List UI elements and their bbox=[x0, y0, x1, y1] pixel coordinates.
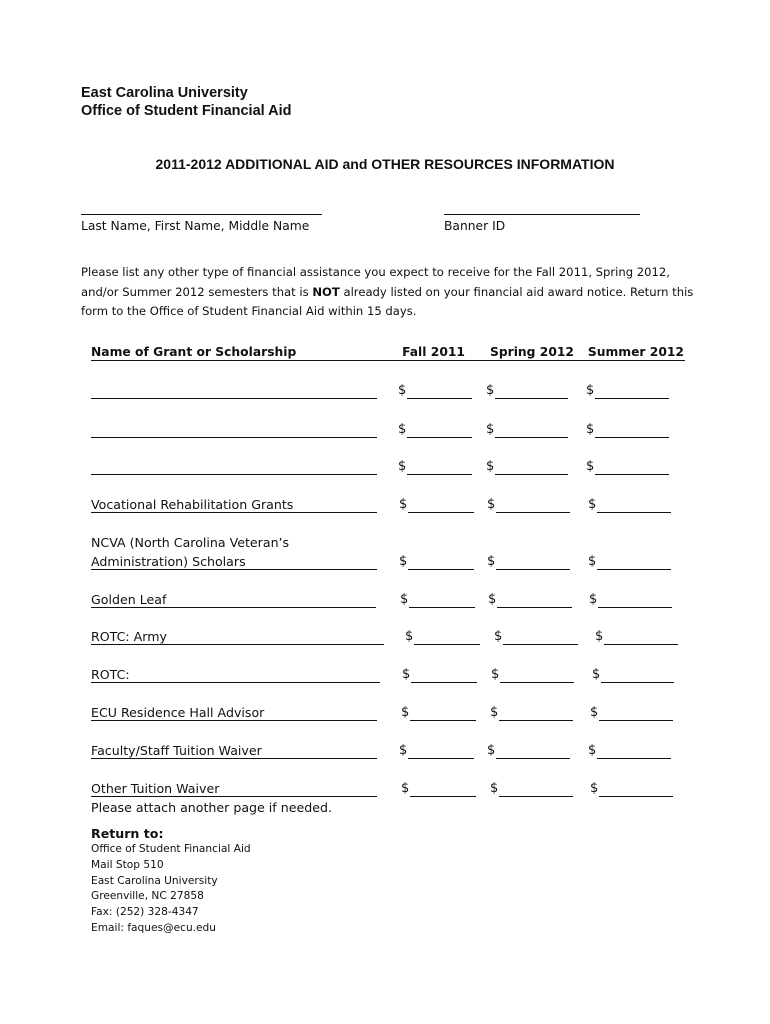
fall-amount-field[interactable] bbox=[410, 720, 476, 721]
spring-amount-field[interactable] bbox=[503, 644, 578, 645]
spring-dollar-sign: $ bbox=[487, 554, 496, 569]
summer-amount-field[interactable] bbox=[598, 607, 672, 608]
grant-name-field[interactable] bbox=[91, 398, 377, 399]
summer-amount-field[interactable] bbox=[604, 644, 678, 645]
university-name: East Carolina University bbox=[81, 85, 248, 101]
row-label: ROTC: Army bbox=[91, 629, 167, 644]
row-label: Golden Leaf bbox=[91, 592, 167, 607]
fall-amount-field[interactable] bbox=[407, 437, 472, 438]
summer-dollar-sign: $ bbox=[588, 497, 597, 512]
grant-name-field[interactable] bbox=[91, 474, 377, 475]
banner-id-field-line[interactable] bbox=[444, 214, 640, 215]
col-header-summer: Summer 2012 bbox=[575, 345, 685, 361]
fall-dollar-sign: $ bbox=[399, 743, 408, 758]
summer-dollar-sign: $ bbox=[588, 554, 597, 569]
instructions-paragraph bbox=[81, 263, 701, 322]
spring-dollar-sign: $ bbox=[488, 592, 497, 607]
row-label: ECU Residence Hall Advisor bbox=[91, 705, 265, 720]
summer-dollar-sign: $ bbox=[595, 629, 604, 644]
grant-name-field[interactable] bbox=[91, 512, 377, 513]
return-address bbox=[91, 842, 251, 937]
summer-amount-field[interactable] bbox=[597, 758, 671, 759]
return-line: Email: faques@ecu.edu bbox=[91, 921, 216, 934]
summer-dollar-sign: $ bbox=[590, 781, 599, 796]
name-field-line[interactable] bbox=[81, 214, 322, 215]
grant-name-field[interactable] bbox=[91, 644, 384, 645]
summer-amount-field[interactable] bbox=[595, 437, 669, 438]
fall-amount-field[interactable] bbox=[409, 607, 475, 608]
fall-amount-field[interactable] bbox=[410, 796, 476, 797]
banner-id-label: Banner ID bbox=[444, 219, 506, 233]
row-label: Vocational Rehabilitation Grants bbox=[91, 497, 294, 512]
row-label: Faculty/Staff Tuition Waiver bbox=[91, 743, 262, 758]
spring-amount-field[interactable] bbox=[499, 720, 573, 721]
spring-dollar-sign: $ bbox=[490, 781, 499, 796]
return-line: Fax: (252) 328-4347 bbox=[91, 906, 199, 919]
fall-dollar-sign: $ bbox=[402, 667, 411, 682]
summer-amount-field[interactable] bbox=[601, 682, 674, 683]
spring-amount-field[interactable] bbox=[496, 758, 570, 759]
office-name: Office of Student Financial Aid bbox=[81, 103, 292, 119]
spring-amount-field[interactable] bbox=[495, 398, 568, 399]
fall-dollar-sign: $ bbox=[398, 422, 407, 437]
summer-dollar-sign: $ bbox=[586, 422, 595, 437]
row-label-line1: NCVA (North Carolina Veteran’s bbox=[91, 535, 290, 550]
summer-amount-field[interactable] bbox=[595, 474, 669, 475]
summer-amount-field[interactable] bbox=[595, 398, 669, 399]
fall-dollar-sign: $ bbox=[398, 459, 407, 474]
grant-name-field[interactable] bbox=[91, 720, 377, 721]
spring-dollar-sign: $ bbox=[494, 629, 503, 644]
grant-name-field[interactable] bbox=[91, 607, 376, 608]
fall-dollar-sign: $ bbox=[399, 554, 408, 569]
fall-amount-field[interactable] bbox=[407, 398, 472, 399]
spring-amount-field[interactable] bbox=[499, 796, 573, 797]
spring-amount-field[interactable] bbox=[495, 474, 568, 475]
fall-dollar-sign: $ bbox=[398, 383, 407, 398]
spring-dollar-sign: $ bbox=[486, 383, 495, 398]
fall-dollar-sign: $ bbox=[400, 592, 409, 607]
summer-dollar-sign: $ bbox=[589, 592, 598, 607]
return-line: Office of Student Financial Aid bbox=[91, 843, 251, 855]
spring-dollar-sign: $ bbox=[486, 459, 495, 474]
row-label: Administration) Scholars bbox=[91, 554, 246, 569]
grant-name-field[interactable] bbox=[91, 758, 377, 759]
spring-amount-field[interactable] bbox=[495, 437, 568, 438]
instructions-text-1: Please list any other type of financial assistance you expect to receive for the Fall 2011, Spring 2012, and/or Summer 2012 semesters that is bbox=[81, 265, 670, 299]
fall-amount-field[interactable] bbox=[411, 682, 477, 683]
spring-dollar-sign: $ bbox=[487, 743, 496, 758]
return-line: Mail Stop 510 bbox=[91, 858, 164, 871]
summer-dollar-sign: $ bbox=[586, 383, 595, 398]
fall-amount-field[interactable] bbox=[408, 758, 474, 759]
fall-dollar-sign: $ bbox=[405, 629, 414, 644]
name-field-label: Last Name, First Name, Middle Name bbox=[81, 219, 310, 233]
spring-dollar-sign: $ bbox=[490, 705, 499, 720]
instructions-text-2: already listed on your financial aid award notice. Return this form to the Office of Student Financial Aid within 15 days. bbox=[81, 284, 694, 318]
spring-amount-field[interactable] bbox=[497, 607, 572, 608]
col-header-name: Name of Grant or Scholarship bbox=[91, 345, 390, 361]
spring-dollar-sign: $ bbox=[491, 667, 500, 682]
summer-dollar-sign: $ bbox=[590, 705, 599, 720]
form-title: 2011-2012 ADDITIONAL AID and OTHER RESOURCES INFORMATION bbox=[155, 156, 615, 172]
instructions-emphasis: NOT bbox=[312, 284, 340, 299]
fall-dollar-sign: $ bbox=[401, 705, 410, 720]
row-label: Other Tuition Waiver bbox=[91, 781, 220, 796]
fall-dollar-sign: $ bbox=[401, 781, 410, 796]
spring-dollar-sign: $ bbox=[486, 422, 495, 437]
summer-amount-field[interactable] bbox=[599, 796, 673, 797]
summer-dollar-sign: $ bbox=[588, 743, 597, 758]
row-label: ROTC: bbox=[91, 667, 130, 682]
grant-name-field[interactable] bbox=[91, 682, 380, 683]
col-header-fall: Fall 2011 bbox=[390, 345, 466, 361]
attach-page-note: Please attach another page if needed. bbox=[91, 800, 332, 815]
grant-name-field[interactable] bbox=[91, 569, 377, 570]
summer-amount-field[interactable] bbox=[597, 569, 671, 570]
fall-dollar-sign: $ bbox=[399, 497, 408, 512]
fall-amount-field[interactable] bbox=[408, 512, 474, 513]
return-line: East Carolina University bbox=[91, 874, 218, 887]
summer-dollar-sign: $ bbox=[592, 667, 601, 682]
spring-amount-field[interactable] bbox=[496, 512, 570, 513]
return-line: Greenville, NC 27858 bbox=[91, 890, 204, 903]
grant-name-field[interactable] bbox=[91, 437, 377, 438]
fall-amount-field[interactable] bbox=[407, 474, 472, 475]
spring-amount-field[interactable] bbox=[496, 569, 570, 570]
fall-amount-field[interactable] bbox=[408, 569, 474, 570]
return-to-heading: Return to: bbox=[91, 826, 164, 841]
col-header-spring: Spring 2012 bbox=[466, 345, 575, 361]
spring-dollar-sign: $ bbox=[487, 497, 496, 512]
summer-dollar-sign: $ bbox=[586, 459, 595, 474]
fall-amount-field[interactable] bbox=[414, 644, 480, 645]
spring-amount-field[interactable] bbox=[500, 682, 574, 683]
summer-amount-field[interactable] bbox=[597, 512, 671, 513]
grant-name-field[interactable] bbox=[91, 796, 377, 797]
summer-amount-field[interactable] bbox=[599, 720, 673, 721]
